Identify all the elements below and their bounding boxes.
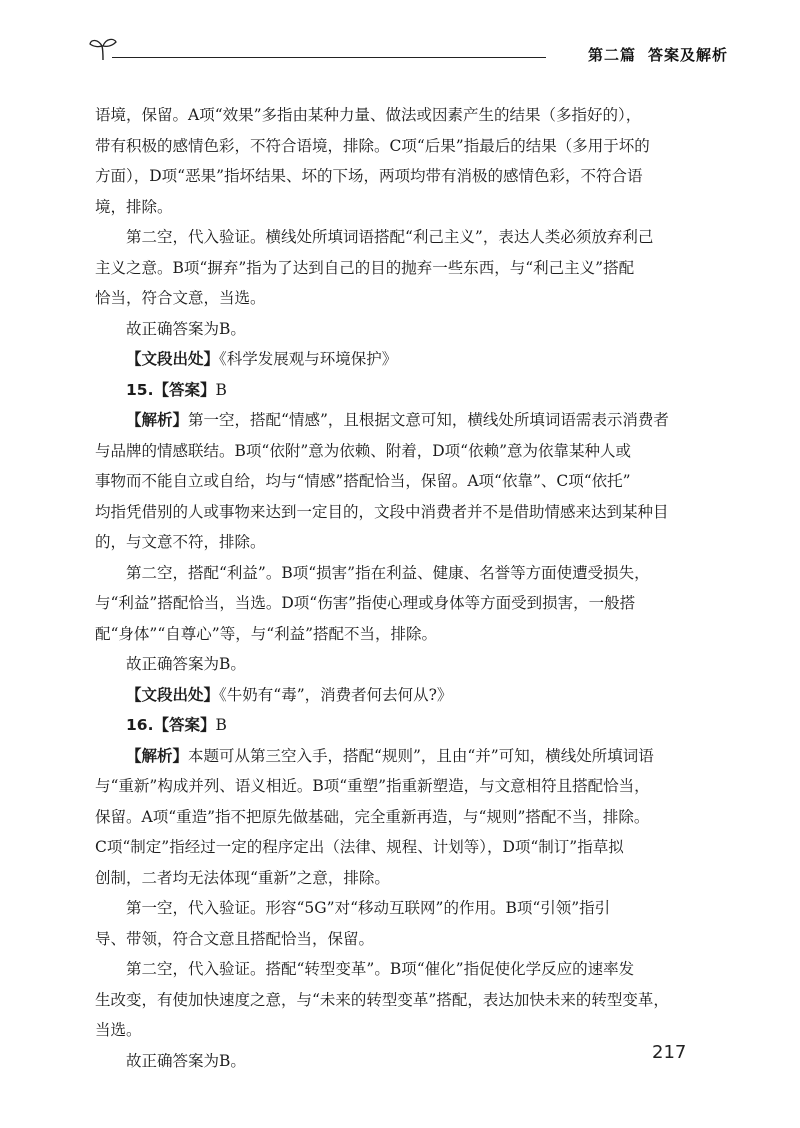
text-line: 与品牌的情感联结。B项“依附”意为依赖、附着，D项“依赖”意为依靠某种人或 <box>95 441 632 460</box>
answer-line-16 <box>95 710 720 741</box>
analysis-paragraph <box>95 741 720 894</box>
text-line: 带有积极的感情色彩，不符合语境，排除。C项“后果”指最后的结果（多用于坏的 <box>95 136 650 155</box>
paragraph <box>95 222 720 314</box>
text-line: 导、带领，符合文意且搭配恰当，保留。 <box>95 929 375 948</box>
header-rule <box>112 57 546 58</box>
paragraph <box>95 558 720 650</box>
text-line <box>95 741 720 772</box>
conclusion-line <box>95 314 720 345</box>
text-line: 第二空，搭配“利益”。B项“损害”指在利益、健康、名誉等方面使遭受损失， <box>126 563 650 582</box>
text-line: 恰当，符合文意，当选。 <box>95 289 266 307</box>
answer-label-15: 15.【答案】 <box>126 380 216 399</box>
text-line: 方面），D项“恶果”指坏结果、坏的下场，两项均带有消极的感情色彩，不符合语 <box>95 167 643 185</box>
paragraph <box>95 893 720 954</box>
analysis-paragraph <box>95 405 720 558</box>
source-line <box>95 680 720 711</box>
text-line <box>95 405 720 436</box>
text-line: 与“利益”搭配恰当，当选。D项“伤害”指使心理或身体等方面受到损害，一般搭 <box>95 594 636 612</box>
source-title: 《牛奶有“毒”，消费者何去何从?》 <box>219 685 453 704</box>
source-label: 【文段出处】 <box>126 685 220 704</box>
conclusion-line <box>95 1046 720 1077</box>
running-header <box>588 44 728 65</box>
paragraph <box>95 100 720 222</box>
text-line: 境，排除。 <box>95 197 173 216</box>
text-line: 保留。A项“重造”指不把原先做基础，完全重新再造，与“规则”搭配不当，排除。 <box>95 807 650 826</box>
answer-value-16: B <box>215 716 227 734</box>
text-line: 生改变，有使加快速度之意，与“未来的转型变革”搭配，表达加快未来的转型变革， <box>95 990 669 1009</box>
text-line: 第二空，代入验证。横线处所填词语搭配“利己主义”，表达人类必须放弃利己 <box>126 228 654 246</box>
text-line: 创制，二者均无法体现“重新”之意，排除。 <box>95 868 390 887</box>
text-line: 事物而不能自立或自给，均与“情感”搭配恰当，保留。A项“依靠”、C项“依托” <box>95 472 631 490</box>
text-line: 配“身体”“自尊心”等，与“利益”搭配不当，排除。 <box>95 624 438 643</box>
page-header <box>88 34 728 70</box>
conclusion-line <box>95 649 720 680</box>
text-line: 第一空，代入验证。形容“5G”对“移动互联网”的作用。B项“引领”指引 <box>126 899 611 917</box>
source-label: 【文段出处】 <box>126 350 220 368</box>
source-line <box>95 344 720 375</box>
analysis-label: 【解析】 <box>126 411 189 429</box>
page-number: 217 <box>652 1042 687 1063</box>
answer-value-15: B <box>215 380 227 399</box>
answer-line-15 <box>95 375 720 406</box>
text-line: 与“重新”构成并列、语义相近。B项“重塑”指重新塑造，与文意相符且搭配恰当， <box>95 777 650 795</box>
source-title: 《科学发展观与环境保护》 <box>219 350 398 368</box>
text-line: 主义之意。B项“摒弃”指为了达到自己的目的抛弃一些东西，与“利己主义”搭配 <box>95 258 635 277</box>
text-line: 语境，保留。A项“效果”多指由某种力量、做法或因素产生的结果（多指好的）， <box>95 106 642 124</box>
page-body <box>95 100 720 1076</box>
header-title: 答案及解析 <box>647 46 728 64</box>
text-line: C项“制定”指经过一定的程序定出（法律、规程、计划等），D项“制订”指草拟 <box>95 838 624 856</box>
answer-label-16: 16.【答案】 <box>126 716 216 734</box>
text-line: 当选。 <box>95 1021 142 1039</box>
text-line: 故正确答案为B。 <box>126 319 246 338</box>
text-line: 的，与文意不符，排除。 <box>95 533 266 551</box>
text-line: 故正确答案为B。 <box>126 655 246 673</box>
text-line: 第二空，代入验证。搭配“转型变革”。B项“催化”指促使化学反应的速率发 <box>126 960 635 978</box>
analysis-text: 本题可从第三空入手，搭配“规则”，且由“并”可知，横线处所填词语 <box>188 746 654 765</box>
text-line: 故正确答案为B。 <box>126 1051 246 1070</box>
paragraph <box>95 954 720 1046</box>
analysis-text: 第一空，搭配“情感”，且根据文意可知，横线处所填词语需表示消费者 <box>188 411 669 429</box>
text-line: 均指凭借别的人或事物来达到一定目的，文段中消费者并不是借助情感来达到某种目 <box>95 502 669 521</box>
analysis-label: 【解析】 <box>126 746 189 765</box>
header-part: 第二篇 <box>587 46 636 64</box>
